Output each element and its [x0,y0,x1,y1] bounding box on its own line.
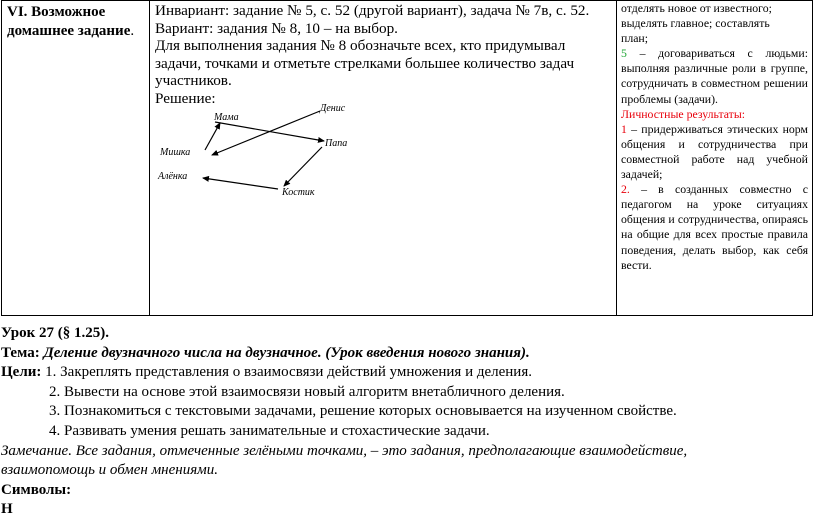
results-line: отделять новое от известного; [621,1,772,15]
results-line: выделять главное; составлять [621,16,770,31]
lesson-topic [1,344,813,364]
note-line: Замечание. Все задания, отмеченные зелёными точками, – это задания, предполагающие взаимодействие, [1,442,688,459]
symbols-label: Символы: [1,481,72,498]
task-line: Решение: [155,89,216,107]
arrow-mishka-mama [205,123,220,150]
task-line: Вариант: задания № 8, 10 – на выбор. [155,19,398,37]
table-row [2,1,813,316]
lesson-table [1,0,813,316]
note-line: взаимопомощь и обмен мнениями. [1,462,218,479]
result-item-1 [621,122,808,182]
label-denis: Денис [320,103,346,114]
solution-diagram [150,103,380,217]
personal-results-heading: Личностные результаты: [621,106,746,121]
label-kostik: Костик [282,187,315,198]
task-line: участников. [155,72,232,89]
goal-line [1,363,813,383]
item-text: – в созданных совместно с педагогом на уроке ситуациях общения и сотрудничества, опираясь на общие для всех простые правила поведения, делать выбор, как себя вести. [621,182,808,272]
label-papa: Папа [325,138,348,149]
label-mama: Мама [214,112,239,123]
goal-line: 3. Познакомиться с текстовыми задачами, решение которых основывается на изученном свойстве. [49,403,677,420]
lesson-section [1,324,813,520]
arrow-papa-kostik [284,147,322,186]
task-line: задачи, точками и отметьте стрелками большее количество задач [155,54,575,72]
task-text [150,1,616,107]
item-text: – договариваться с людьми: выполняя различные роли в группе, сотрудничать в совместном решении проблемы (задачи). [621,46,808,106]
goals-label: Цели: [1,364,42,381]
task-line: Инвариант: задание № 5, с. 52 (другой вариант), задача № 7в, с. 52. [155,2,590,19]
diagram-arrows [150,107,380,217]
item-number: 5 [621,46,627,61]
goal-line: 4. Развивать умения решать занимательные и стохастические задачи. [49,422,490,439]
topic-label: Тема: [1,344,40,361]
label-alyonka: Алёнка [158,171,188,182]
item-number: 2. [621,182,630,197]
section-title-line1: VI. Возможное [7,4,106,20]
symbols-start: Н [1,501,13,518]
lesson-title: Урок 27 (§ 1.25). [1,325,110,341]
section-cell [2,1,150,316]
result-item-5 [621,46,808,106]
label-mishka: Мишка [160,147,191,158]
section-title-line2: домашнее задание [7,23,131,39]
goal-line: 2. Вывести на основе этой взаимосвязи новый алгоритм внетабличного деления. [49,383,565,400]
goal-text: 1. Закреплять представления о взаимосвязи действий умножения и деления. [41,364,532,381]
results-line: план; [621,31,649,46]
task-cell [150,1,617,316]
results-cell [617,1,813,316]
section-title [2,1,149,41]
arrow-kostik-alyonka [203,178,278,189]
result-item-2 [621,182,808,273]
topic-text: Деление двузначного числа на двузначное. (Урок введения нового знания). [39,344,530,361]
section-title-dot: . [130,23,135,39]
item-number: 1 [621,121,627,136]
item-text: – придерживаться этических норм общения и сотрудничества при совместной работе над учебной задачей; [621,121,808,182]
task-line: Для выполнения задания № 8 обозначьте всех, кто придумывал [155,37,566,54]
results-text [617,1,812,273]
